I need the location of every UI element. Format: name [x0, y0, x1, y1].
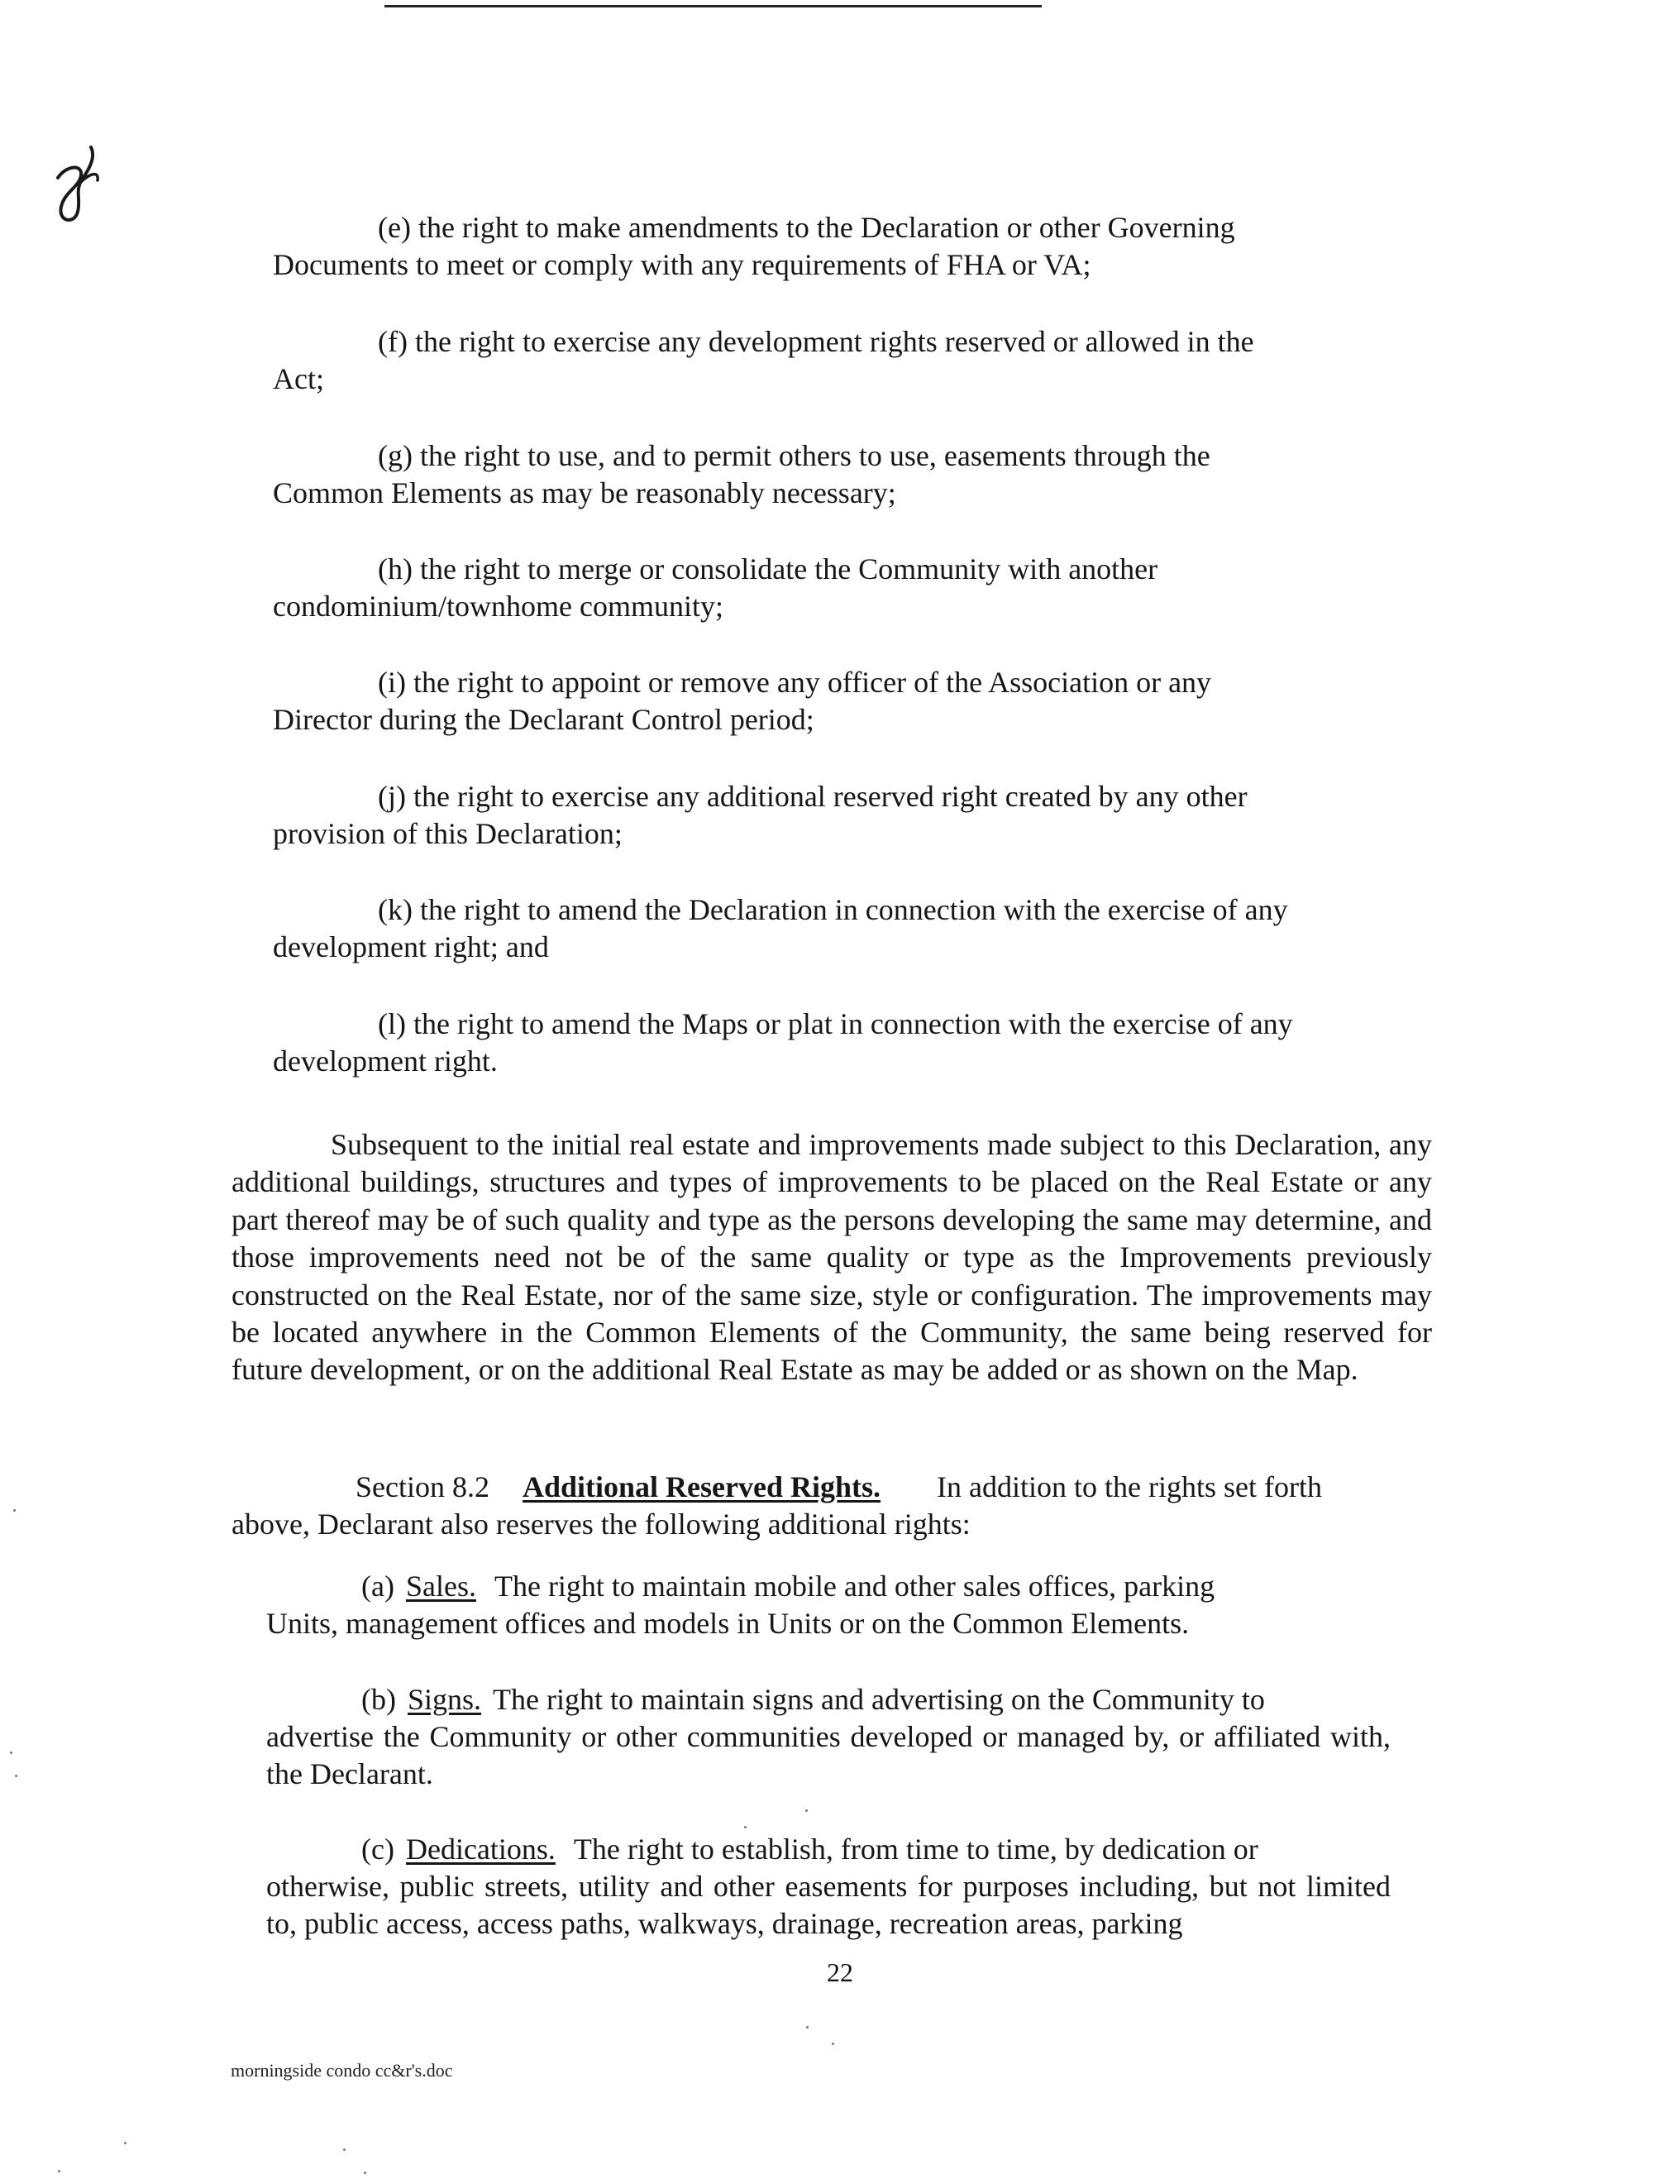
section-8-2: [231, 1469, 1432, 1543]
item-e-rest: Documents to meet or comply with any requirements of FHA or VA;: [273, 248, 1091, 281]
footer-filename: morningside condo cc&r's.doc: [231, 2060, 453, 2081]
item-l-rest: development right.: [273, 1044, 498, 1078]
item-f-first-line: (f) the right to exercise any development rights reserved or allowed in the: [378, 325, 1254, 358]
item-i: [273, 664, 1393, 738]
item-f: [273, 323, 1393, 398]
item-k: [273, 891, 1393, 966]
reserved-right-c-title: Dedications.: [405, 1833, 556, 1866]
reserved-right-c-label: (c): [361, 1833, 394, 1866]
item-h: [273, 551, 1393, 625]
reserved-right-b: [266, 1681, 1391, 1793]
reserved-right-b-text: The right to maintain signs and advertising on the Community to: [493, 1683, 1265, 1716]
handwritten-initials-mark: [50, 132, 107, 232]
item-e-first-line: (e) the right to make amendments to the Declaration or other Governing: [378, 211, 1235, 244]
item-i-rest: Director during the Declarant Control period;: [273, 703, 814, 736]
scan-speck: [343, 2148, 346, 2151]
section-8-2-first-line: [231, 1469, 1432, 1506]
item-h-first-line: (h) the right to merge or consolidate the Community with another: [378, 552, 1158, 585]
reserved-right-b-rest: advertise the Community or other communities developed or managed by, or affiliated with, the Declarant.: [266, 1720, 1391, 1790]
item-i-first-line: (i) the right to appoint or remove any officer of the Association or any: [378, 666, 1212, 699]
item-g: [273, 437, 1393, 512]
reserved-right-c-text: The right to establish, from time to time, by dedication or: [573, 1833, 1258, 1866]
section-heading: Additional Reserved Rights.: [522, 1470, 881, 1503]
item-k-first-line: (k) the right to amend the Declaration in connection with the exercise of any: [378, 893, 1288, 926]
item-g-first-line: (g) the right to use, and to permit others to use, easements through the: [378, 439, 1210, 472]
scan-speck: [10, 1752, 12, 1754]
reserved-right-a-label: (a): [361, 1570, 394, 1603]
item-l: [273, 1006, 1393, 1080]
item-j: [273, 778, 1393, 853]
reserved-right-a-rest: Units, management offices and models in Units or on the Common Elements.: [266, 1607, 1190, 1640]
reserved-right-a-first-line: [266, 1568, 1391, 1605]
item-g-rest: Common Elements as may be reasonably necessary;: [273, 476, 896, 509]
reserved-right-a: [266, 1568, 1391, 1642]
section-number: Section 8.2: [356, 1470, 489, 1503]
item-j-first-line: (j) the right to exercise any additional reserved right created by any other: [378, 780, 1248, 813]
item-k-rest: development right; and: [273, 930, 549, 963]
scan-speck: [58, 2170, 60, 2172]
scan-speck: [364, 2172, 366, 2174]
scan-speck: [805, 1809, 808, 1812]
item-j-rest: provision of this Declaration;: [273, 817, 623, 850]
item-f-rest: Act;: [273, 362, 324, 395]
reserved-right-a-text: The right to maintain mobile and other sales offices, parking: [494, 1570, 1215, 1603]
item-e: [273, 209, 1393, 284]
section-8-2-rest: above, Declarant also reserves the following additional rights:: [231, 1508, 971, 1541]
scan-speck: [744, 1826, 747, 1828]
scan-speck: [124, 2142, 126, 2144]
reserved-right-c: [266, 1831, 1391, 1943]
reserved-right-c-first-line: [266, 1831, 1391, 1868]
top-rule: [384, 5, 1042, 7]
scan-speck: [806, 2026, 809, 2029]
reserved-right-a-title: Sales.: [405, 1570, 476, 1603]
reserved-right-c-rest: otherwise, public streets, utility and other easements for purposes including, but not limited to, public access, access paths, walkways, drainage, recreation areas, parking: [266, 1870, 1391, 1940]
subsequent-paragraph: Subsequent to the initial real estate and improvements made subject to this Declaration, any additional buildings, structures and types of improvements to be placed on the Real Estate or any part thereof may be of such quality and type as the persons developing the same may determine, and those improvements need not be of the same quality or type as the Improvements previously constructed on the Real Estate, nor of the same size, style or configuration. The improvements may be located anywhere in the Common Elements of the Community, the same being reserved for future development, or on the additional Real Estate as may be added or as shown on the Map.: [231, 1128, 1432, 1387]
scan-speck: [832, 2043, 834, 2045]
scan-speck: [15, 1775, 17, 1777]
scan-speck: [13, 1509, 16, 1512]
item-l-first-line: (l) the right to amend the Maps or plat in connection with the exercise of any: [378, 1007, 1293, 1040]
item-h-rest: condominium/townhome community;: [273, 590, 723, 623]
reserved-right-b-first-line: [266, 1681, 1391, 1718]
reserved-right-b-label: (b): [361, 1683, 396, 1716]
page-number: 22: [827, 1957, 853, 1987]
section-lead: In addition to the rights set forth: [937, 1470, 1322, 1503]
reserved-right-b-title: Signs.: [407, 1683, 482, 1716]
